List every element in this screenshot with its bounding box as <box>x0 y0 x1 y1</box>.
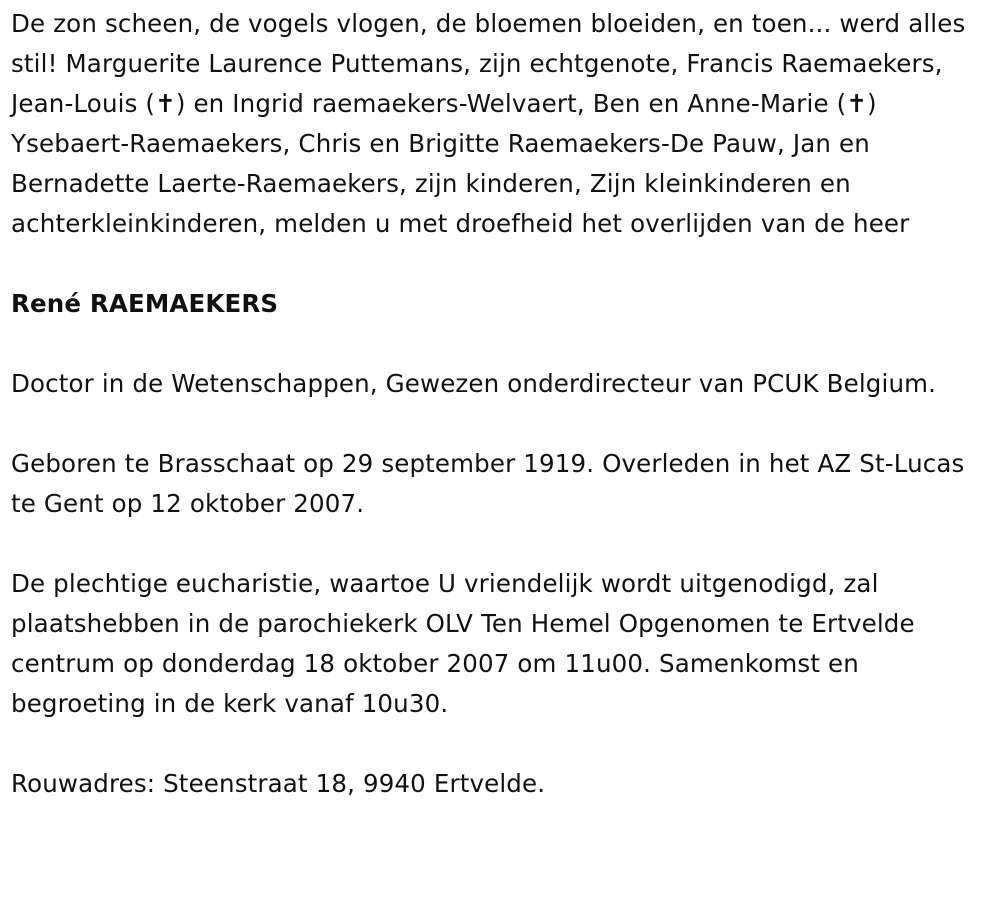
title-paragraph: Doctor in de Wetenschappen, Gewezen onderdirecteur van PCUK Belgium. <box>11 369 937 398</box>
birth-death-paragraph: Geboren te Brasschaat op 29 september 1919. Overleden in het AZ St-Lucas te Gent op 12 oktober 2007. <box>11 449 965 518</box>
paragraph-spacer <box>11 724 991 764</box>
deceased-name: René RAEMAEKERS <box>11 289 279 318</box>
paragraph-spacer <box>11 524 991 564</box>
ceremony-paragraph: De plechtige eucharistie, waartoe U vriendelijk wordt uitgenodigd, zal plaatshebben in de parochiekerk OLV Ten Hemel Opgenomen te Ertvelde centrum op donderdag 18 oktober 2007 om 11u00. Samenkomst en begroeting in de kerk vanaf 10u30. <box>11 569 915 718</box>
obituary-document <box>11 4 991 804</box>
paragraph-spacer <box>11 404 991 444</box>
paragraph-spacer <box>11 324 991 364</box>
paragraph-spacer <box>11 244 991 284</box>
address-paragraph: Rouwadres: Steenstraat 18, 9940 Ertvelde. <box>11 769 546 798</box>
intro-paragraph: De zon scheen, de vogels vlogen, de bloemen bloeiden, en toen... werd alles stil! Marguerite Laurence Puttemans, zijn echtgenote, Francis Raemaekers, Jean-Louis (✝) en Ingrid raemaekers-Welvaert, Ben en Anne-Marie (✝) Ysebaert-Raemaekers, Chris en Brigitte Raemaekers-De Pauw, Jan en Bernadette Laerte-Raemaekers, zijn kinderen, Zijn kleinkinderen en achterkleinkinderen, melden u met droefheid het overlijden van de heer <box>11 9 966 238</box>
